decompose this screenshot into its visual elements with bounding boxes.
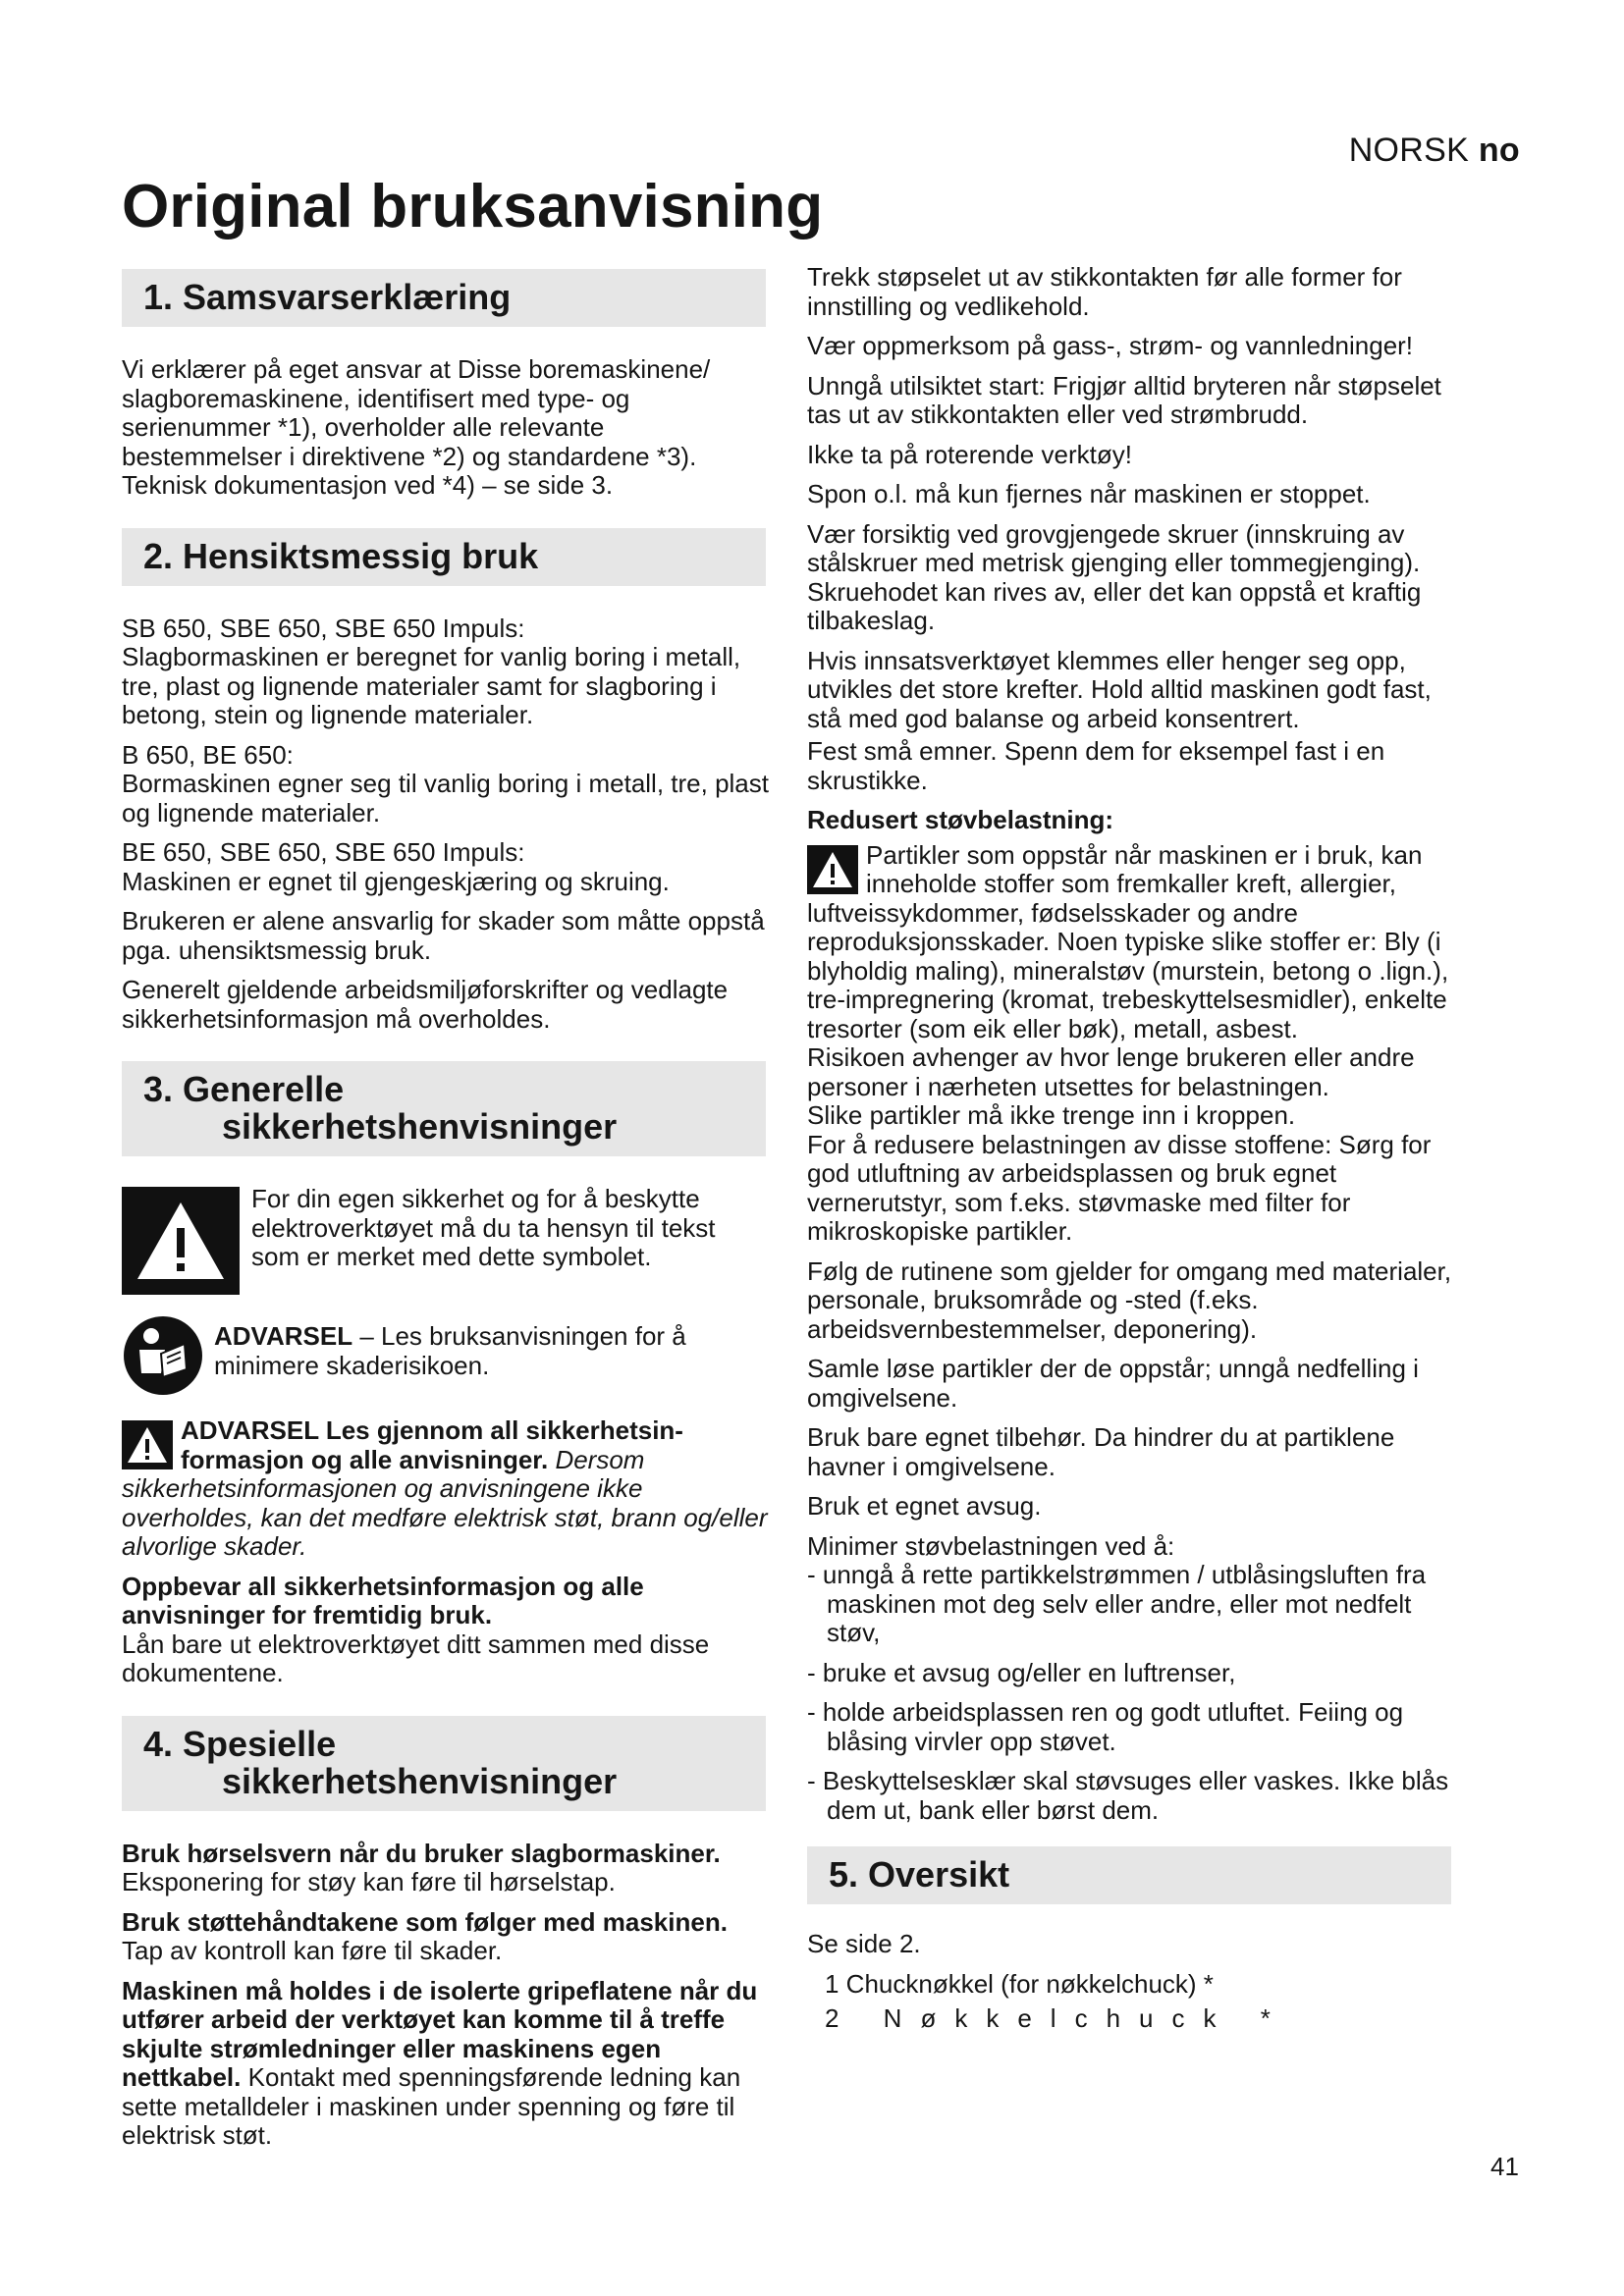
overview-item-2: 2 Nøkkelchuck * — [825, 2003, 1289, 2033]
keep-instructions: Oppbevar all sikkerhetsinformasjon og alle anvisninger for fremtidig bruk. Lån bare ut elektroverktøyet ditt sammen med disse dokumentene. — [122, 1571, 710, 1687]
dust-paragraph-1: Partikler som oppstår når maskinen er i bruk, kan inneholde stoffer som fremkaller kreft, allergier, luftveissykdommer, fødselsskader og andre reproduksjonsskader. Noen typiske slike stoffer er: Bly (i blyholdig maling), mineralstøv (murstein, betong o .lign.), tre-impregnering (kromat, trebeskyttelsesmidler), enkelte tresorter (som eik eller bøk), metall, asbest. — [807, 839, 1449, 1043]
right-paragraph-7: Hvis innsatsverktøyet klemmes eller henger seg opp, utvikles det store krefter. Hold alltid maskinen godt fast, stå med god balanse og arbeid konsentrert. — [807, 645, 1432, 733]
read-manual-note — [122, 1314, 770, 1397]
list-item: - Beskyttelsesklær skal støvsuges eller vaskes. Ikke blås dem ut, bank eller børst dem. — [807, 1766, 1449, 1825]
section-heading-1: 1. Samsvarserklæring — [122, 269, 766, 327]
right-paragraph-8: Fest små emner. Spenn dem for eksempel fast i en skrustikke. — [807, 736, 1385, 795]
section-heading-2: 2. Hensiktsmessig bruk — [122, 528, 766, 586]
safety-symbol-note — [122, 1185, 770, 1295]
right-paragraph-11: Bruk bare egnet tilbehør. Da hindrer du at partiklene havner i omgivelsene. — [807, 1422, 1395, 1481]
right-column — [807, 263, 1455, 2040]
manual-warning-label: ADVARSEL — [214, 1321, 353, 1351]
special-safety-2: Bruk støttehåndtakene som følger med maskinen. Tap av kontroll kan føre til skader. — [122, 1906, 728, 1965]
right-paragraph-9: Følg de rutinene som gjelder for omgang med materialer, personale, bruksområde og -sted (f.eks. arbeidsvernbestemmelser, deponering). — [807, 1255, 1452, 1344]
document-title: Original bruksanvisning — [122, 173, 824, 240]
right-paragraph-12: Bruk et egnet avsug. — [807, 1491, 1042, 1521]
dust-heading: Redusert støvbelastning: — [807, 805, 1114, 834]
dust-bullet-list — [807, 1561, 1455, 1825]
general-warning: ADVARSEL Les gjennom all sikkerhetsin-formasjon og alle anvisninger. Dersom sikkerhetsinformasjonen og anvisningene ikke overholdes, kan det medføre elektrisk støt, brann og/eller alvorlige skader. — [122, 1415, 768, 1561]
use-paragraph-1: SB 650, SBE 650, SBE 650 Impuls: Slagbormaskinen er beregnet for vanlig boring i metall, tre, plast og lignende materialer samt for slagboring i betong, stein og lignende materialer. — [122, 613, 741, 729]
declaration-text: Vi erklærer på eget ansvar at Disse boremaskinene/ slagboremaskinene, identifisert med type- og serienummer *1), overholder alle relevante bestemmelser i direktivene *2) og standardene *3). Teknisk dokumentasjon ved *4) – se side 3. — [122, 354, 711, 500]
warning-triangle-icon — [122, 1420, 173, 1469]
use-paragraph-3: BE 650, SBE 650, SBE 650 Impuls: Maskinen er egnet til gjengeskjæring og skruing. — [122, 837, 670, 896]
right-paragraph-4: Ikke ta på roterende verktøy! — [807, 439, 1132, 469]
use-paragraph-2: B 650, BE 650: Bormaskinen egner seg til vanlig boring i metall, tre, plast og lignende materialer. — [122, 739, 769, 828]
list-item: - holde arbeidsplassen ren og godt utluftet. Feiing og blåsing virvler opp støvet. — [807, 1697, 1404, 1756]
dust-paragraph-4: For å redusere belastningen av disse stoffene: Sørg for god utluftning av arbeidsplassen og bruk egnet vernerutstyr, som f.eks. støvmaske med filter for mikroskopiske partikler. — [807, 1129, 1432, 1246]
see-page: Se side 2. — [807, 1929, 921, 1958]
right-paragraph-2: Vær oppmerksom på gass-, strøm- og vannledninger! — [807, 331, 1414, 360]
language-label — [1349, 132, 1520, 170]
warning-triangle-icon — [807, 845, 858, 894]
right-paragraph-5: Spon o.l. må kun fjernes når maskinen er stoppet. — [807, 479, 1371, 508]
special-safety-3: Maskinen må holdes i de isolerte gripeflatene når du utfører arbeid der verktøyet kan komme til å treffe skjulte strømledninger eller maskinens egen nettkabel. Kontakt med spenningsførende ledning kan sette metalldeler i maskinen under spenning og føre til elektrisk støt. — [122, 1975, 758, 2150]
right-paragraph-6: Vær forsiktig ved grovgjengede skruer (innskruing av stålskruer med metrisk gjenging eller tommegjenging). Skruehodet kan rives av, eller det kan oppstå et kraftig tilbakeslag. — [807, 518, 1422, 635]
list-item: - bruke et avsug og/eller en luftrenser, — [807, 1657, 1236, 1687]
page-number: 41 — [1490, 2152, 1519, 2181]
language-code: no — [1478, 132, 1520, 169]
warning-triangle-icon — [122, 1187, 240, 1295]
section-heading-3: 3. Generelle sikkerhetshenvisninger — [122, 1061, 766, 1156]
dust-paragraph-3: Slike partikler må ikke trenge inn i kroppen. — [807, 1100, 1296, 1130]
section-heading-5: 5. Oversikt — [807, 1846, 1451, 1904]
right-paragraph-3: Unngå utilsiktet start: Frigjør alltid bryteren når støpselet tas ut av stikkontakten eller ved strømbrudd. — [807, 370, 1441, 429]
left-column — [122, 263, 770, 2162]
safety-symbol-text: For din egen sikkerhet og for å beskytte elektroverktøyet må du ta hensyn til tekst som er merket med dette symbolet. — [251, 1184, 716, 1271]
right-paragraph-13: Minimer støvbelastningen ved å: — [807, 1530, 1175, 1561]
overview-item-1: 1 Chucknøkkel (for nøkkelchuck) * — [825, 1968, 1214, 1999]
list-item: - unngå å rette partikkelstrømmen / utblåsingsluften fra maskinen mot deg selv eller andre, eller mot nedfelt støv, — [807, 1560, 1427, 1647]
right-paragraph-1: Trekk støpselet ut av stikkontakten før alle former for innstilling og vedlikehold. — [807, 262, 1402, 321]
language-name: NORSK — [1348, 132, 1470, 169]
read-manual-icon — [122, 1314, 204, 1397]
manual-warning-text: – Les bruksanvisningen for å minimere skaderisikoen. — [214, 1321, 686, 1380]
special-safety-1: Bruk hørselsvern når du bruker slagbormaskiner. Eksponering for støy kan føre til hørselstap. — [122, 1838, 721, 1896]
right-paragraph-10: Samle løse partikler der de oppstår; unngå nedfelling i omgivelsene. — [807, 1354, 1419, 1413]
use-paragraph-5: Generelt gjeldende arbeidsmiljøforskrifter og vedlagte sikkerhetsinformasjon må overholdes. — [122, 975, 729, 1034]
use-paragraph-4: Brukeren er alene ansvarlig for skader som måtte oppstå pga. uhensiktsmessig bruk. — [122, 906, 765, 965]
section-heading-4: 4. Spesielle sikkerhetshenvisninger — [122, 1716, 766, 1811]
dust-paragraph-2: Risikoen avhenger av hvor lenge brukeren eller andre personer i nærheten utsettes for belastningen. — [807, 1042, 1415, 1101]
